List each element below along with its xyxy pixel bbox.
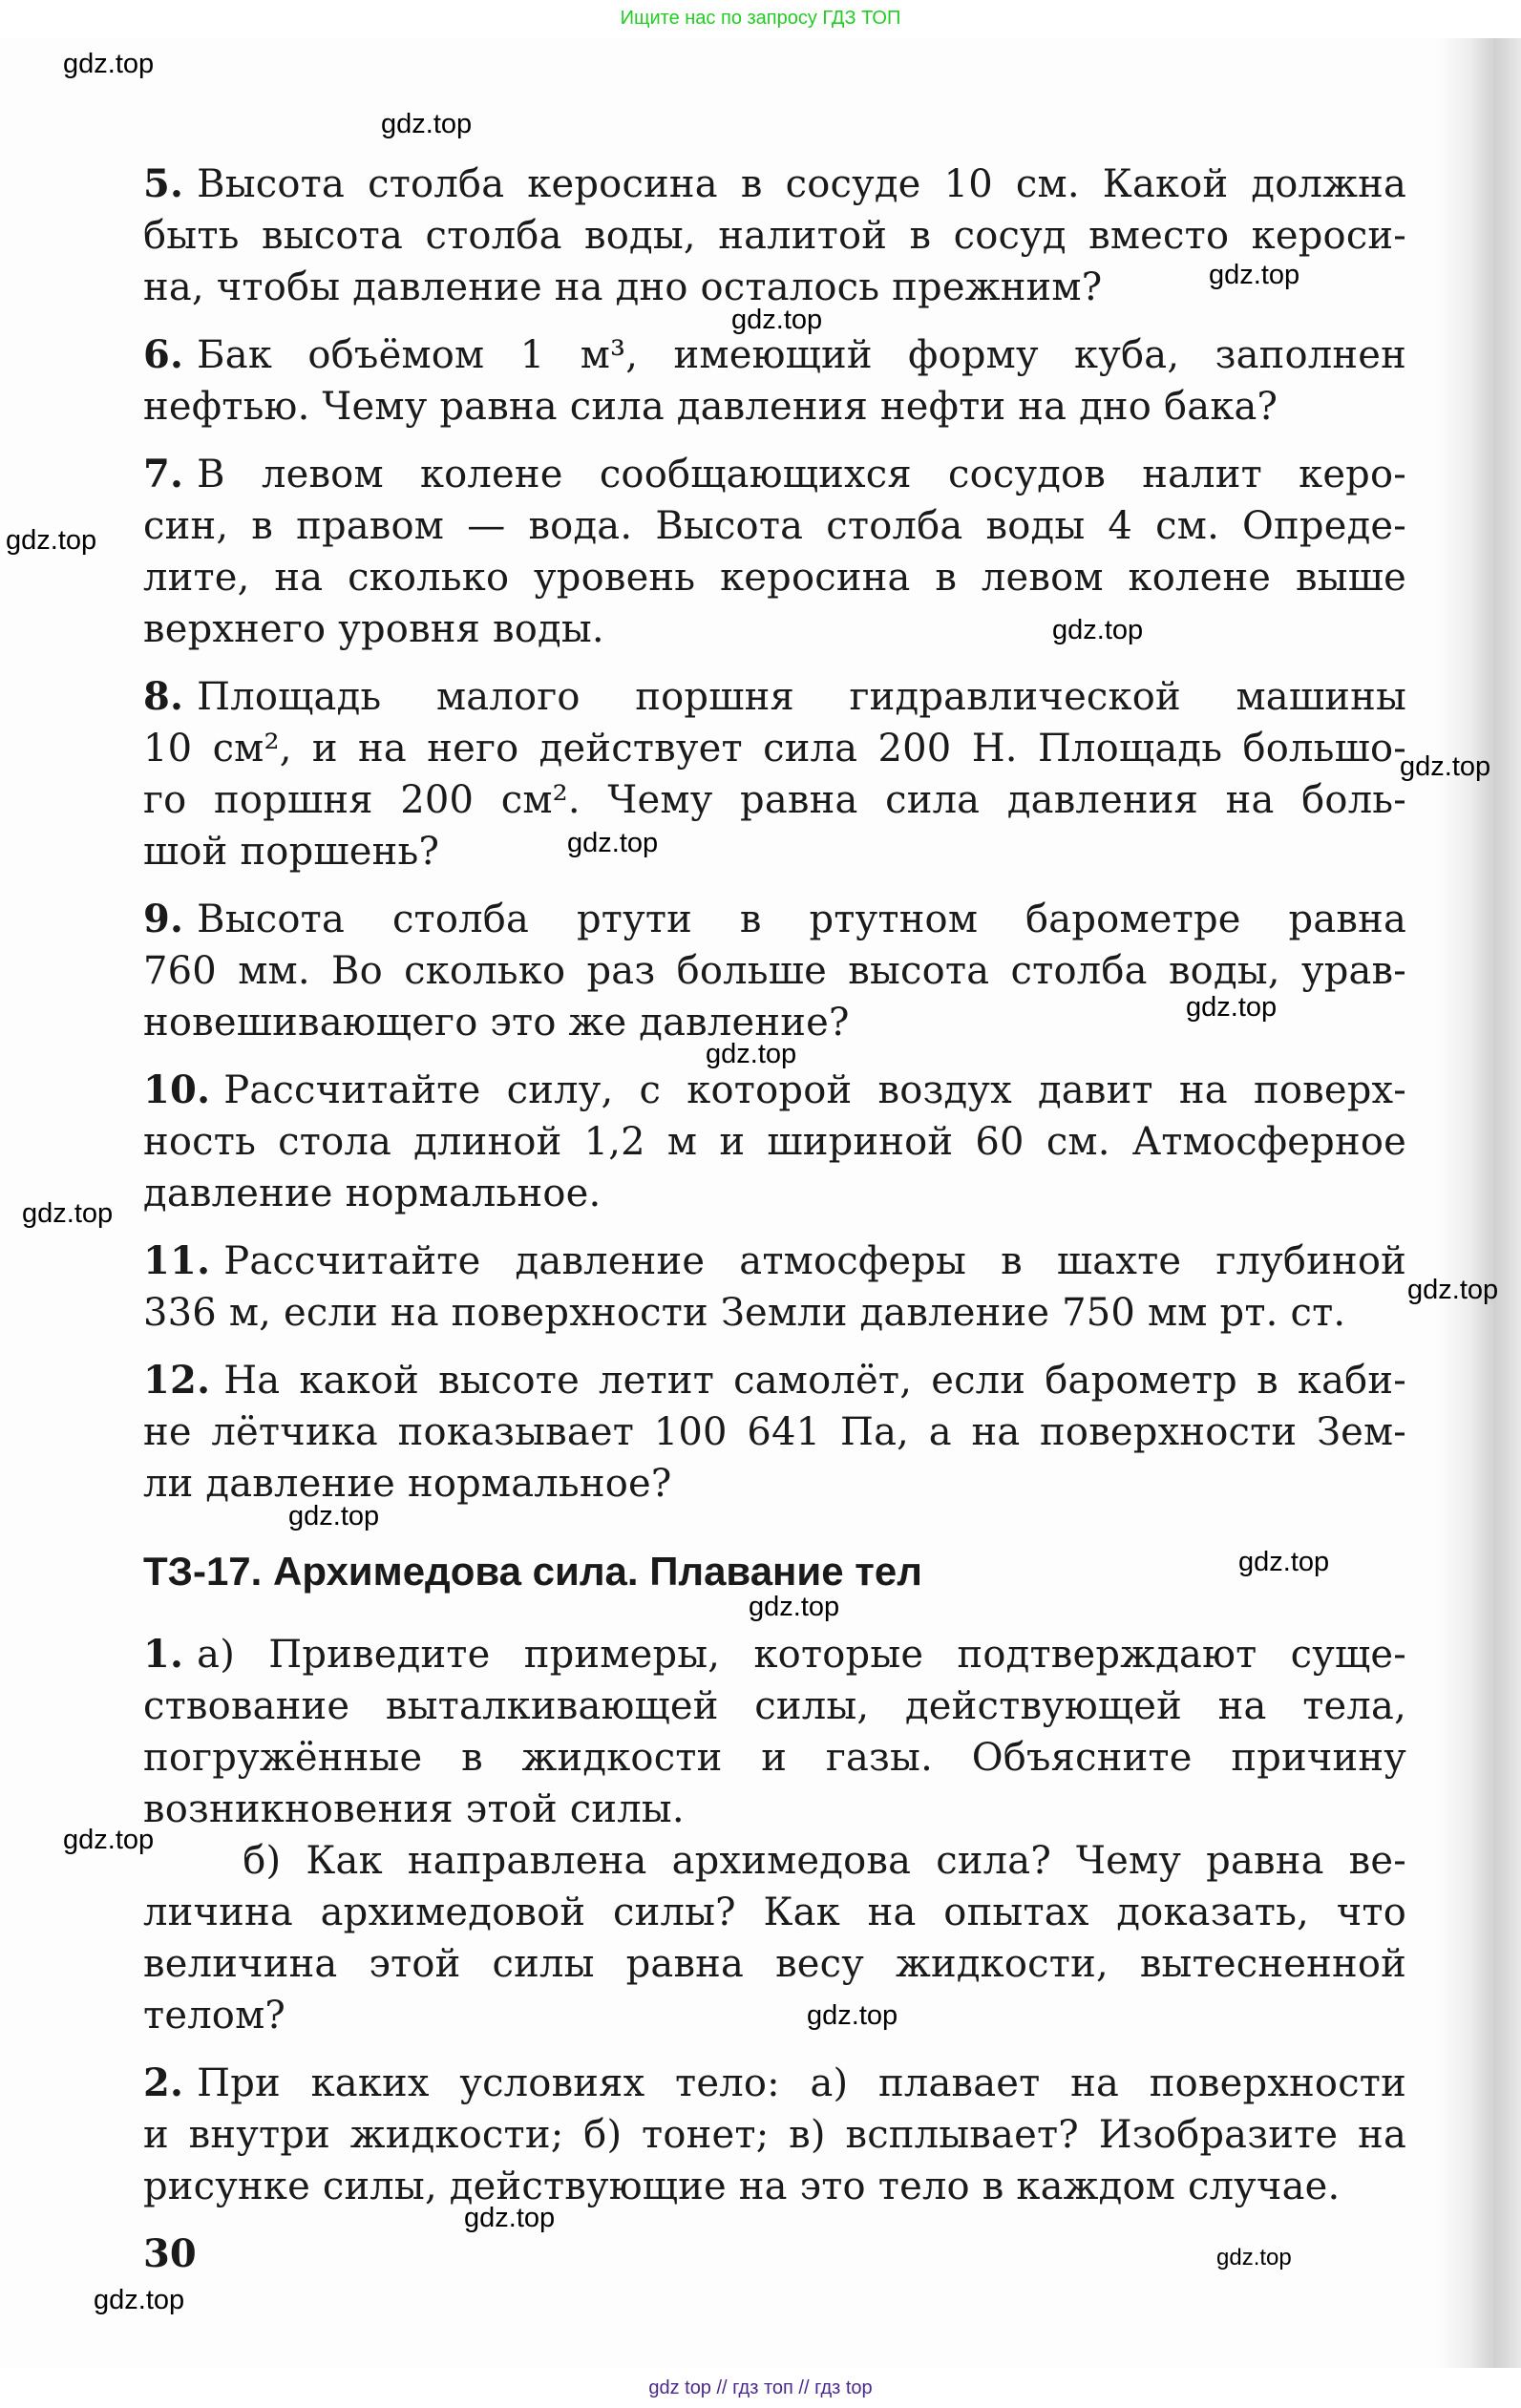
watermark-text: gdz.top [464, 2203, 556, 2233]
problem-text: новешивающего это же давление? [143, 1001, 850, 1045]
problem-text: го поршня 200 см². Чему равна сила давления на боль- [143, 778, 1406, 822]
problem-text: Рассчитайте силу, с которой воздух давит на поверх- [223, 1068, 1406, 1112]
problem-text: величина этой силы равна весу жидкости, вытесненной [143, 1942, 1406, 1986]
problem-text: 10 см², и на него действует сила 200 Н. Площадь большо- [143, 727, 1406, 771]
problem-line [143, 671, 1406, 723]
problem-number: 11. [143, 1238, 211, 1283]
problem-text: возникновения этой силы. [143, 1787, 685, 1831]
problem-text: син, в правом — вода. Высота столба воды 4 см. Опреде- [143, 504, 1406, 548]
problem-line [143, 1236, 1406, 1287]
problem-text: Рассчитайте давление атмосферы в шахте глубиной [223, 1239, 1406, 1283]
problem-line [143, 1680, 1406, 1732]
watermark-text: gdz.top [1052, 615, 1144, 645]
problem-line [143, 723, 1406, 774]
problem-line [143, 1990, 1406, 2041]
problem-text: 336 м, если на поверхности Земли давление 750 мм рт. ст. [143, 1291, 1346, 1335]
problem-line [143, 449, 1406, 500]
problem-text: не лётчика показывает 100 641 Па, а на поверхности Зем- [143, 1410, 1406, 1454]
watermark-text: gdz.top [63, 49, 155, 79]
problem-text: и внутри жидкости; б) тонет; в) всплывает? Изобразите на [143, 2113, 1406, 2157]
problem-text: В левом колене сообщающихся сосудов налит керо- [197, 453, 1406, 496]
problem-line [143, 500, 1406, 552]
problem-number: 5. [143, 161, 184, 206]
problem-10 [143, 1065, 1406, 1219]
problem-text: давление нормальное. [143, 1172, 602, 1215]
problem-text: а) Приведите примеры, которые подтверждают суще- [197, 1633, 1406, 1677]
problem-line [143, 552, 1406, 603]
problem-6 [143, 329, 1406, 433]
problem-line [143, 1784, 1406, 1835]
problem-line [143, 1732, 1406, 1784]
watermark-text: gdz.top [749, 1592, 840, 1622]
watermark-text: gdz.top [731, 305, 823, 335]
watermark-text: gdz.top [807, 2000, 898, 2031]
problem-line [143, 1168, 1406, 1219]
search-banner[interactable]: Ищите нас по запросу ГДЗ ТОП [620, 8, 901, 29]
problem-8 [143, 671, 1406, 877]
problems-group-b [143, 1629, 1406, 2212]
problem-text: быть высота столба воды, налитой в сосуд вместо кероси- [143, 214, 1406, 258]
problem-number: 2. [143, 2060, 184, 2105]
problem-text: верхнего уровня воды. [143, 607, 604, 651]
watermark-text: gdz.top [1209, 260, 1300, 290]
problem-12 [143, 1355, 1406, 1510]
problems-group-a [143, 158, 1406, 1510]
problem-11 [143, 1236, 1406, 1339]
problem-line [143, 381, 1406, 433]
problem-text: погружённые в жидкости и газы. Объясните причину [143, 1736, 1406, 1780]
problem-line [143, 1629, 1406, 1680]
watermark-text: gdz.top [22, 1198, 114, 1229]
problem-text: На какой высоте летит самолёт, если барометр в каби- [223, 1359, 1406, 1403]
footer-links[interactable]: gdz top // гдз топ // гдз top [648, 2377, 873, 2398]
problem-text: 760 мм. Во сколько раз больше высота столба воды, урав- [143, 949, 1406, 993]
watermark-text: gdz.top [567, 828, 659, 858]
problem-line [143, 945, 1406, 997]
problem-text: нефтью. Чему равна сила давления нефти на дно бака? [143, 385, 1278, 429]
problem-line [143, 2109, 1406, 2161]
problem-text: Бак объёмом 1 м³, имеющий форму куба, заполнен [197, 333, 1406, 377]
page-binding-shadow [1435, 38, 1521, 2368]
watermark-text: gdz.top [1400, 751, 1491, 782]
problem-number: 12. [143, 1358, 211, 1403]
problem-text: При каких условиях тело: а) плавает на поверхности [197, 2061, 1406, 2105]
problem-line [143, 603, 1406, 655]
watermark-text: gdz.top [381, 109, 473, 139]
watermark-text: gdz.top [94, 2285, 185, 2315]
problem-text: ли давление нормальное? [143, 1462, 672, 1506]
problem-line [143, 2058, 1406, 2109]
problem-text: Площадь малого поршня гидравлической машины [197, 675, 1406, 719]
problem-line [143, 1406, 1406, 1458]
page-number: 30 [143, 2231, 197, 2276]
problem-text: лите, на сколько уровень керосина в левом колене выше [143, 556, 1406, 600]
watermark-text: gdz.top [288, 1501, 380, 1531]
problem-line [143, 1065, 1406, 1116]
problem-number: 6. [143, 332, 184, 377]
page-content [143, 158, 1406, 2280]
watermark-text: gdz.top [1186, 992, 1278, 1023]
watermark-text: gdz.top [63, 1825, 155, 1855]
problem-1 [143, 1629, 1406, 2041]
problem-line [143, 1287, 1406, 1339]
section-heading: ТЗ-17. Архимедова сила. Плавание тел [143, 1549, 922, 1594]
problem-text: на, чтобы давление на дно осталось прежним? [143, 265, 1103, 309]
problem-line [143, 329, 1406, 381]
problem-text: рисунке силы, действующие на это тело в каждом случае. [143, 2165, 1341, 2208]
problem-line [143, 158, 1406, 210]
problem-text: личина архимедовой силы? Как на опытах доказать, что [143, 1890, 1406, 1934]
problem-number: 8. [143, 674, 184, 719]
problem-line [143, 894, 1406, 945]
problem-number: 7. [143, 452, 184, 496]
problem-2 [143, 2058, 1406, 2212]
watermark-text: gdz.top [6, 525, 97, 556]
watermark-text: gdz.top [1238, 1547, 1330, 1577]
problem-text: ность стола длиной 1,2 м и шириной 60 см. Атмосферное [143, 1120, 1406, 1164]
problem-line [143, 210, 1406, 262]
problem-text: б) Как направлена архимедова сила? Чему равна ве- [143, 1839, 1406, 1883]
problem-line [143, 2161, 1406, 2212]
problem-line [143, 1835, 1406, 1887]
watermark-text: gdz.top [706, 1039, 797, 1069]
watermark-text: gdz.top [1216, 2245, 1292, 2271]
problem-text: Высота столба ртути в ртутном барометре равна [197, 898, 1406, 941]
problem-line [143, 1887, 1406, 1938]
problem-7 [143, 449, 1406, 655]
problem-number: 9. [143, 897, 184, 941]
watermark-text: gdz.top [1407, 1275, 1499, 1305]
problem-line [143, 774, 1406, 826]
problem-9 [143, 894, 1406, 1048]
problem-text: ствование выталкивающей силы, действующей на тела, [143, 1684, 1406, 1728]
problem-number: 1. [143, 1632, 184, 1677]
problem-text: телом? [143, 1994, 286, 2038]
problem-line [143, 1938, 1406, 1990]
problem-line [143, 1355, 1406, 1406]
problem-line [143, 826, 1406, 877]
problem-text: шой поршень? [143, 830, 440, 874]
problem-line [143, 1116, 1406, 1168]
problem-number: 10. [143, 1067, 211, 1112]
problem-text: Высота столба керосина в сосуде 10 см. Какой должна [197, 162, 1406, 206]
